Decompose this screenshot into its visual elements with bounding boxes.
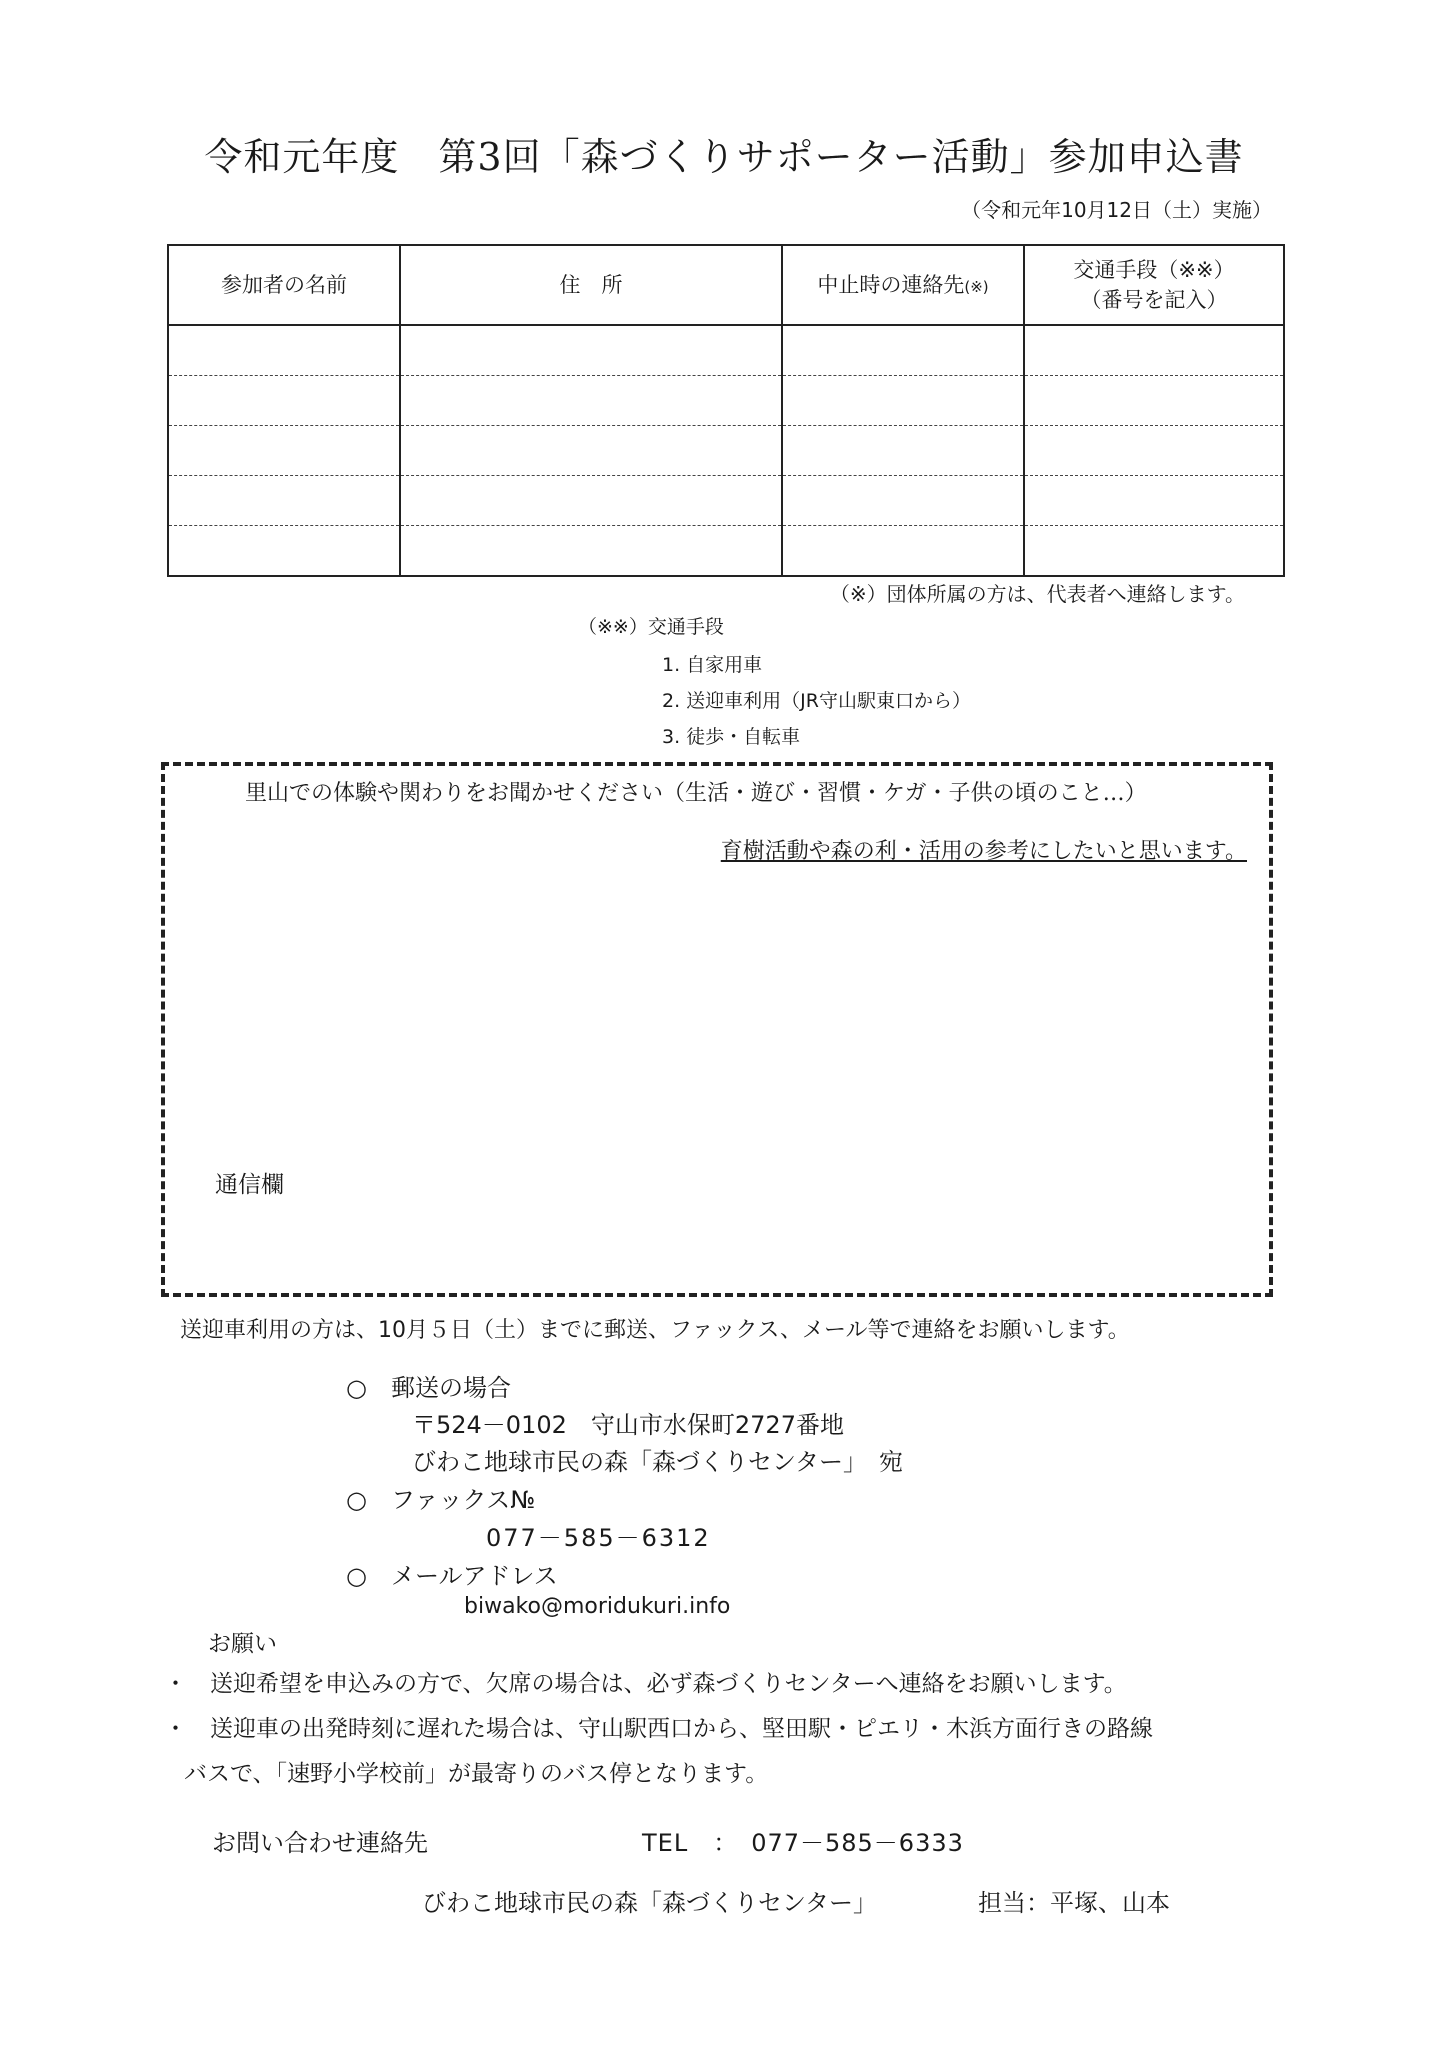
request-absence: ・ 送迎希望を申込みの方で、欠席の場合は、必ず森づくりセンターへ連絡をお願いします。 (164, 1671, 1127, 1697)
address-cell[interactable] (400, 526, 782, 577)
header-address: 住 所 (400, 245, 782, 325)
message-prompt: 里山での体験や関わりをお聞かせください（生活・遊び・習慣・ケガ・子供の頃のこと…） (245, 781, 1147, 806)
name-cell[interactable] (168, 426, 400, 476)
header-transport-line2: （番号を記入） (1080, 288, 1228, 312)
inquiry-staff: 担当：平塚、山本 (978, 1889, 1170, 1917)
transport-option: 2. 送迎車利用（JR守山駅東口から） (662, 690, 971, 712)
name-cell[interactable] (168, 325, 400, 376)
table-row (168, 376, 1284, 426)
fax-number: 077－585－6312 (486, 1524, 711, 1552)
mail-recipient: びわこ地球市民の森「森づくりセンター」 宛 (412, 1448, 904, 1476)
document-title: 令和元年度 第3回「森づくりサポーター活動」参加申込書 (204, 135, 1244, 179)
inquiry-center: びわこ地球市民の森「森づくりセンター」 (422, 1889, 878, 1917)
table-row (168, 476, 1284, 526)
address-cell[interactable] (400, 325, 782, 376)
contact-cell[interactable] (782, 526, 1024, 577)
mail-heading: ○ 郵送の場合 (346, 1374, 511, 1402)
requests-heading: お願い (208, 1631, 277, 1657)
contact-cell[interactable] (782, 476, 1024, 526)
mail-address: 〒524－0102 守山市水保町2727番地 (412, 1411, 844, 1439)
address-cell[interactable] (400, 476, 782, 526)
header-contact-label: 中止時の連絡先 (817, 272, 965, 297)
transport-cell[interactable] (1024, 476, 1284, 526)
address-cell[interactable] (400, 426, 782, 476)
message-purpose: 育樹活動や森の利・活用の参考にしたいと思います。 (720, 839, 1247, 864)
transport-heading: （※※）交通手段 (578, 616, 724, 638)
transport-cell[interactable] (1024, 426, 1284, 476)
name-cell[interactable] (168, 376, 400, 426)
table-header-row (168, 245, 1284, 325)
contact-cell[interactable] (782, 376, 1024, 426)
request-late-cont: バスで、「速野小学校前」が最寄りのバス停となります。 (184, 1761, 769, 1787)
header-name: 参加者の名前 (168, 245, 400, 325)
header-transport (1024, 245, 1284, 325)
request-late: ・ 送迎車の出発時刻に遅れた場合は、守山駅西口から、堅田駅・ピエリ・木浜方面行きの路線 (164, 1716, 1153, 1742)
pickup-instruction: 送迎車利用の方は、10月５日（土）までに郵送、ファックス、メール等で連絡をお願いします。 (180, 1318, 1130, 1343)
transport-option: 3. 徒歩・自転車 (662, 726, 801, 748)
header-transport-line1: 交通手段（※※） (1073, 257, 1235, 282)
header-contact-mark: (※) (964, 277, 989, 296)
contact-cell[interactable] (782, 325, 1024, 376)
name-cell[interactable] (168, 476, 400, 526)
header-contact (782, 245, 1024, 325)
table-row (168, 426, 1284, 476)
participants-table (167, 244, 1285, 577)
email-address[interactable]: biwako@moridukuri.info (464, 1594, 731, 1619)
inquiry-tel: TEL ： 077－585－6333 (642, 1829, 964, 1857)
fax-heading: ○ ファックス№ (346, 1486, 536, 1514)
table-row (168, 325, 1284, 376)
transport-cell[interactable] (1024, 526, 1284, 577)
inquiry-label: お問い合わせ連絡先 (212, 1829, 428, 1857)
message-label: 通信欄 (215, 1172, 284, 1198)
transport-option: 1. 自家用車 (662, 654, 763, 676)
address-cell[interactable] (400, 376, 782, 426)
transport-cell[interactable] (1024, 325, 1284, 376)
group-contact-note: （※）団体所属の方は、代表者へ連絡します。 (829, 582, 1245, 606)
event-date: （令和元年10月12日（土）実施） (961, 198, 1272, 222)
transport-cell[interactable] (1024, 376, 1284, 426)
email-heading: ○ メールアドレス (346, 1562, 558, 1590)
contact-cell[interactable] (782, 426, 1024, 476)
table-row (168, 526, 1284, 577)
message-box[interactable] (161, 762, 1273, 1297)
name-cell[interactable] (168, 526, 400, 577)
